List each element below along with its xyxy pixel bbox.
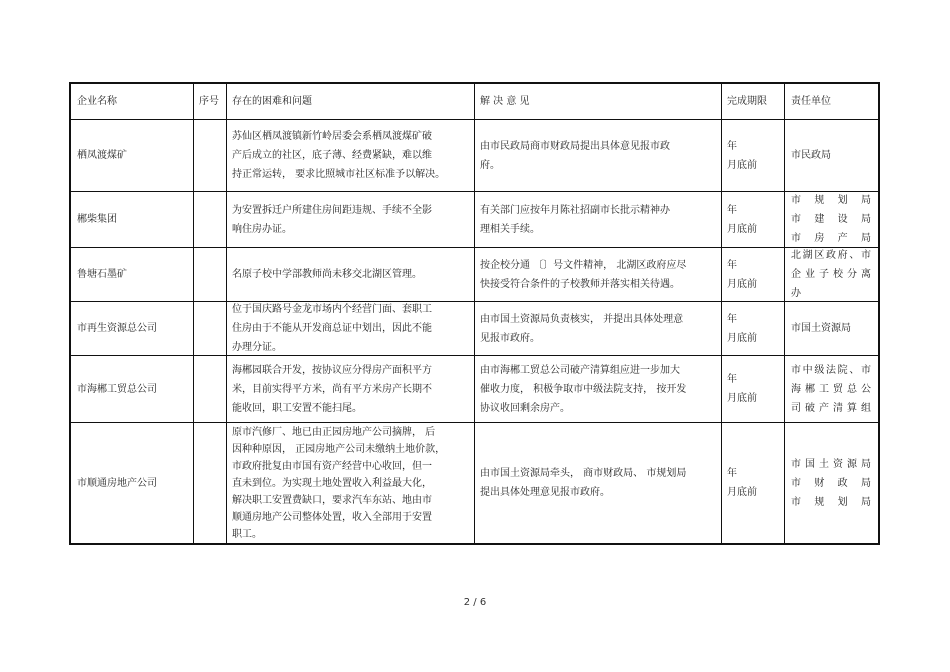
row-1-unit: 市民政局 <box>791 150 831 161</box>
row-3-unit: 北湖区政府、市 企 业 子 校 分 离 办 <box>791 250 871 299</box>
row-5-company: 市海郴工贸总公司 <box>77 383 157 395</box>
row-2-deadline: 年 月底前 <box>727 204 757 235</box>
row-6-unit: 市 国 土 资 源 局 市 财 政 局 市规划局 <box>791 458 871 508</box>
row-1-solution: 由市民政局商市财政局提出具体意见报市政 府。 <box>480 140 670 171</box>
row-5-solution: 由市海郴工贸总公司破产清算组应进一步加大 催收力度， 积极争取市中级法院支持， 按开发 协议收回剩余房产。 <box>480 364 687 414</box>
row-1-problem: 苏仙区栖凤渡镇新竹岭居委会系栖凤渡煤矿破 产后成立的社区，底子薄、经费紧缺，难以维 持正常运转， 要求比照城市社区标准予以解决。 <box>232 131 446 180</box>
row-4-unit: 市国土资源局 <box>791 323 851 334</box>
column-divider <box>784 84 785 543</box>
row-6-company: 市顺通房地产公司 <box>77 477 157 489</box>
row-1-deadline: 年 月底前 <box>727 140 757 171</box>
row-4-company: 市再生资源总公司 <box>77 323 157 334</box>
row-2-company: 郴柴集团 <box>77 214 117 225</box>
row-3-deadline: 年 月底前 <box>727 259 757 290</box>
row-5-deadline: 年 月底前 <box>727 374 757 404</box>
row-6-problem: 原市汽修厂、地已由正园房地产公司摘牌， 后 因种种原因， 正园房地产公司未缴纳土地价款， 市政府批复由市国有资产经营中心收回，但一 直未到位。为实现土地处置收入利益最大化， 解决职工安置费缺口，要求汽车东站、地由市 顺通房地产公司整体处置，收入全部用于安置 职工。 <box>232 426 446 540</box>
column-divider <box>474 84 475 543</box>
row-4-deadline: 年 月底前 <box>727 313 757 344</box>
row-2-solution: 有关部门应按年月陈社招副市长批示精神办 理相关手续。 <box>480 204 670 235</box>
row-5-problem: 海郴园联合开发，按协议应分得房产面积平方 米，目前实得平方米，尚有平方米房产长期不 能收回，职工安置不能扫尾。 <box>232 364 432 414</box>
row-4-solution: 由市国土资源局负责核实， 并提出具体处理意 见报市政府。 <box>480 313 684 344</box>
header-solution: 解 决 意 见 <box>480 96 530 107</box>
row-4-problem: 位于国庆路号金龙市场内个经营门面、套职工 住房由于不能从开发商总证中划出，因此不能 办理分证。 <box>232 304 432 353</box>
column-divider <box>721 84 722 543</box>
row-3-company: 鲁塘石墨矿 <box>77 269 127 280</box>
column-divider <box>193 84 194 543</box>
row-2-unit: 市 规 划 局 市 建 设 局 市房产局 <box>791 195 871 244</box>
header-deadline: 完成期限 <box>727 96 767 107</box>
row-3-solution: 按企校分通 〔〕号文件精神， 北湖区政府应尽 快接受符合条件的子校教师并落实相关待遇。 <box>480 259 687 290</box>
column-divider <box>226 84 227 543</box>
header-company: 企业名称 <box>77 96 117 107</box>
row-3-problem: 名原子校中学部教师尚未移交北湖区管理。 <box>232 269 422 280</box>
page-number: 2 / 6 <box>463 597 487 608</box>
row-1-company: 栖凤渡煤矿 <box>77 150 127 161</box>
row-5-unit: 市中级法院、市 海 郴 工 贸 总 公 司破产清算组 <box>791 364 871 414</box>
data-table <box>69 82 880 545</box>
row-6-solution: 由市国土资源局牵头， 商市财政局、 市规划局 提出具体处理意见报市政府。 <box>480 468 687 498</box>
header-unit: 责任单位 <box>791 96 831 107</box>
row-2-problem: 为安置拆迁户所建住房间距违规、手续不全影 响住房办证。 <box>232 204 432 235</box>
header-problem: 存在的困难和问题 <box>232 96 312 107</box>
row-6-deadline: 年 月底前 <box>727 468 757 498</box>
header-seq: 序号 <box>199 96 219 107</box>
